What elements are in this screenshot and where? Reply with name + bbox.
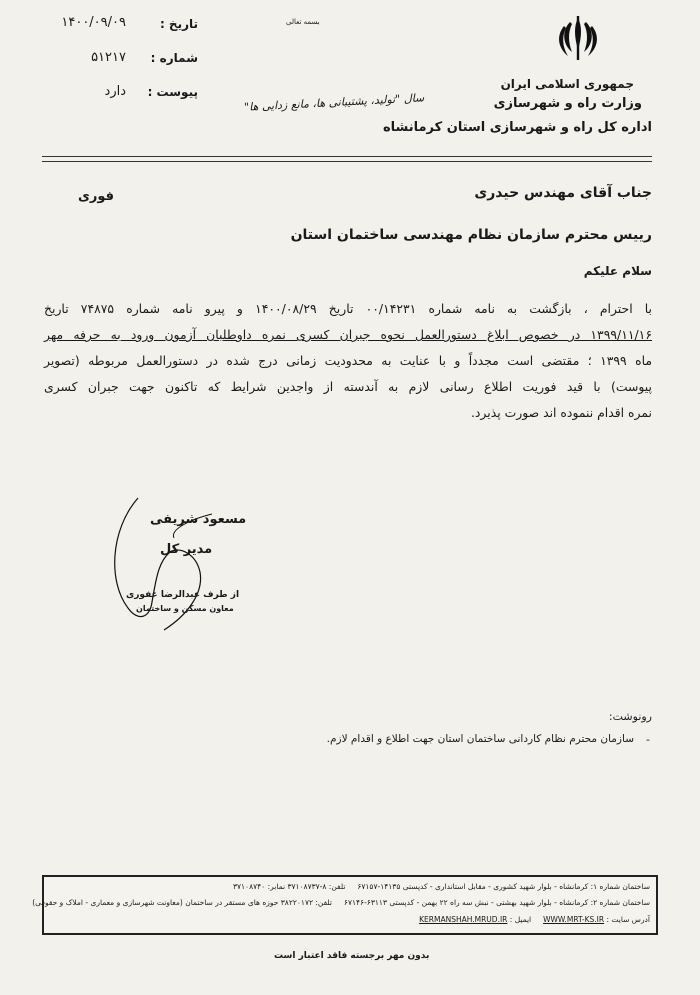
on-behalf-name: از طرف عبدالرضا غفوری	[126, 590, 240, 600]
cc-bullet-icon: -	[646, 733, 650, 746]
recipient-title: رییس محترم سازمان نظام مهندسی ساختمان استان	[290, 227, 652, 243]
department-name: اداره کل راه و شهرسازی استان کرمانشاه	[382, 120, 652, 135]
country-name: جمهوری اسلامی ایران	[500, 77, 634, 91]
cc-label: رونوشت:	[608, 710, 652, 723]
date-value: ۱۴۰۰/۰۹/۰۹	[61, 15, 126, 30]
basmala-heading: بسمه تعالی	[286, 18, 320, 26]
number-label: شماره :	[150, 51, 198, 65]
header-divider	[42, 156, 652, 157]
email-label: ایمیل :	[509, 915, 532, 924]
signatory-title: مدیر کل	[160, 542, 213, 557]
website-link-2[interactable]: KERMANSHAH.MRUD.IR	[419, 915, 508, 924]
attachment-label: پیوست :	[147, 85, 198, 99]
paragraph-line: ماه ۱۳۹۹ ؛ مقتضی است مجدداً و با عنایت به محدودیت زمانی درج شده در دستورالعمل مربوطه (تصویر	[44, 353, 653, 368]
website-label: آدرس سایت :	[606, 915, 650, 924]
paragraph-line: پیوست) با قید فوریت اطلاع رسانی لازم به آندسته از واجدین شرایط که تاکنون جهت جبران کسری	[44, 379, 652, 394]
paragraph-line: ۱۳۹۹/۱۱/۱۶ در خصوص ابلاغ دستورالعمل نحوه جبران کسری نمره داوطلبان آزمون ورود به حرفه مهر	[44, 327, 652, 342]
footer-row-building-2	[32, 898, 650, 907]
footer-row-building-1	[48, 882, 650, 891]
urgency-badge: فوری	[78, 189, 115, 204]
iran-emblem-icon	[548, 10, 608, 70]
greeting: سلام علیکم	[583, 264, 652, 278]
cc-item: سازمان محترم نظام کاردانی ساختمان استان جهت اطلاع و اقدام لازم.	[326, 733, 634, 745]
building-1-phone: تلفن: ۸-۳۷۱۰۸۷۳۷ نمابر: ۳۷۱۰۸۷۴۰	[232, 882, 346, 891]
addressee-name: جناب آقای مهندس حیدری	[474, 185, 652, 201]
signatory-name: مسعود شریفی	[150, 512, 247, 527]
header-divider-2	[42, 161, 652, 162]
footer-row-web	[48, 915, 650, 924]
on-behalf-title: معاون مسکن و ساختمان	[136, 604, 234, 613]
attachment-value: دارد	[104, 84, 126, 99]
building-2-address: ساختمان شماره ۲: کرمانشاه - بلوار شهید بهشتی - نبش سه راه ۲۲ بهمن - کدپستی ۶۳۱۱۳-۶۷۱۴۶	[343, 898, 650, 907]
year-slogan: سال "تولید، پشتیبانی ها، مانع زدایی ها"	[243, 91, 425, 114]
validity-note: بدون مهر برجسته فاقد اعتبار است	[274, 951, 430, 961]
paragraph-line: نمره اقدام ننموده اند صورت پذیرد.	[470, 405, 652, 420]
footer-address-box	[32, 875, 658, 935]
building-1-address: ساختمان شماره ۱: کرمانشاه - بلوار شهید کشوری - مقابل استانداری - کدپستی ۱۴۱۳۵-۶۷۱۵۷	[357, 882, 650, 891]
letter-paragraph	[44, 298, 652, 428]
website-link-1[interactable]: WWW.MRT-KS.IR	[543, 915, 605, 924]
paragraph-line: با احترام ، بازگشت به نامه شماره ۰۰/۱۴۲۳۱ تاریخ ۱۴۰۰/۰۸/۲۹ و پیرو نامه شماره ۷۴۸۷۵ تاریخ	[44, 301, 652, 316]
ministry-name: وزارت راه و شهرسازی	[493, 96, 642, 111]
number-value: ۵۱۲۱۷	[91, 50, 126, 65]
date-label: تاریخ :	[159, 17, 198, 31]
building-2-phone: تلفن: ۳۸۲۲۰۱۷۲ حوزه های مستقر در ساختمان (معاونت شهرسازی و معماری - املاک و حقوقی)	[32, 898, 332, 907]
